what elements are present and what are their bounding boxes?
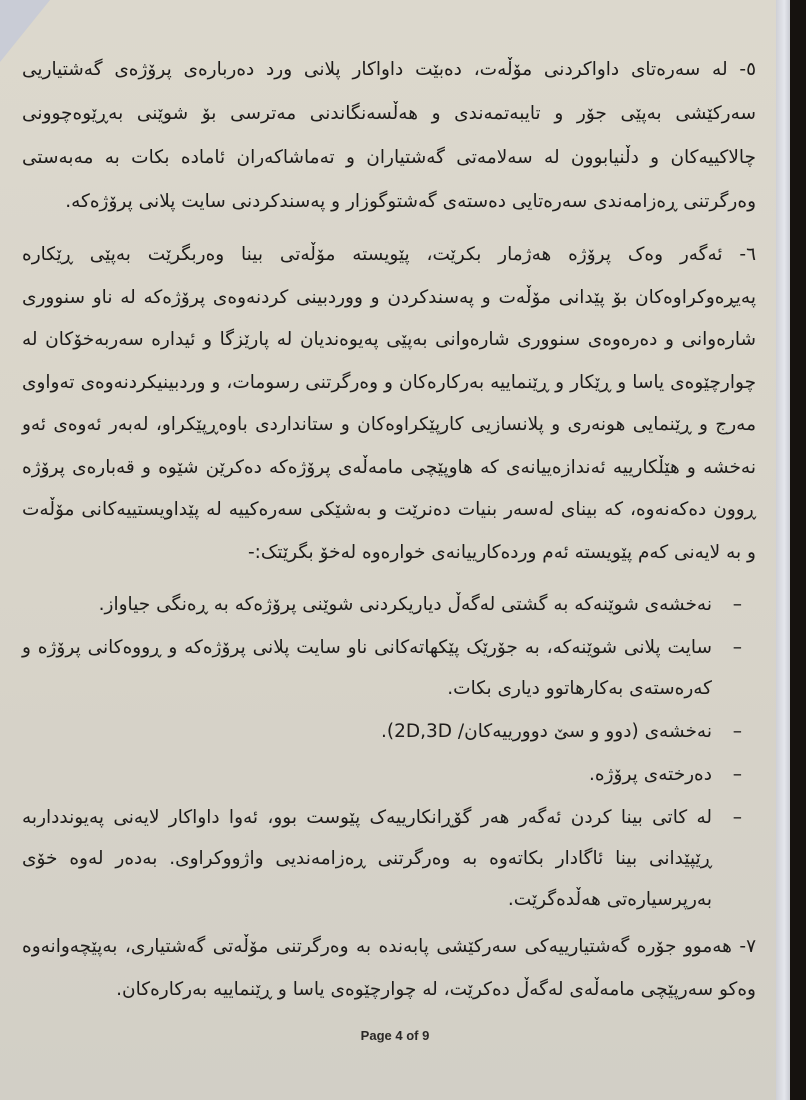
paragraph-6: ٦- ئەگەر وەک پرۆژە هەژمار بکرێت، پێویستە مۆڵەتی بینا وەربگرێت بەپێی ڕێکارە پەیڕەوکراوەکان بۆ پێدانی مۆڵەت و پەسندکردن و ووردبینی کردنەوەی پرۆژەکە لە ناو سنووری شارەوانی و دەرەوەی سنووری شارەوانی بەپێی پەیوەندیان لە پارێزگا و ئیدارە سەربەخۆکان لە چوارچێوەی یاسا و ڕێکار و ڕێنماییە بەرکارەکان و وەرگرتنی رسومات، و وردبینیکردنەوەی تەواوی مەرج و ڕێنمایی هونەری و پلانسازیی کارپێکراوەکان و ستانداردی باوەڕپێکراو، لەبەر ئەوەی ئەو نەخشە و هێڵکارییە ئەندازەییانەی کە هاوپێچی مامەڵەی پرۆژەکە دەکرێن شێوە و قەبارەی پرۆژە ڕوون دەکەنەوە، کە بینای لەسەر بنیات دەنرێت و بەشێکی سەرەکییە لە پێداویستییەکانی مۆڵەت و بە لایەنی کەم پێویستە ئەم وردەکارییانەی خوارەوە لەخۆ بگرێتک:- xyxy=(22,244,756,563)
list-item xyxy=(22,754,756,795)
list-item xyxy=(22,797,756,920)
list-item-text: نەخشەی شوێنەکە بە گشتی لەگەڵ دیاریکردنی شوێنی پرۆژەکە بە ڕەنگی جیاواز. xyxy=(98,594,712,615)
dash-bullet-icon: – xyxy=(732,721,742,742)
list-item-text: دەرختەی پرۆژە. xyxy=(589,764,712,785)
document-body xyxy=(22,48,756,1021)
list-item xyxy=(22,584,756,625)
paragraph-5: ٥- لە سەرەتای داواکردنی مۆڵەت، دەبێت داواکار پلانی ورد دەربارەی پرۆژەی گەشتیاریی سەرکێشی بەپێی جۆر و تایبەتمەندی و هەڵسەنگاندنی مەترسی بۆ شوێنی بەڕێوەچوونی چالاکییەکان و دڵنیابوون لە سەلامەتی گەشتیاران و تەماشاکەران ئامادە بکات بە مەبەستی وەرگرتنی ڕەزامەندی سەرەتایی دەستەی گەشتوگوزار و پەسندکردنی سایت پلانی پرۆژەکە. xyxy=(22,59,756,212)
page-number: Page 4 of 9 xyxy=(360,1028,430,1043)
dash-bullet-icon: – xyxy=(732,637,742,658)
dash-bullet-icon: – xyxy=(732,594,742,615)
dash-bullet-icon: – xyxy=(732,764,742,785)
paragraph-7: ٧- هەموو جۆرە گەشتیارییەکی سەرکێشی پابەندە بە وەرگرتنی مۆڵەتی گەشتیاری، بەپێچەوانەوە وەکو سەرپێچی مامەڵەی لەگەڵ دەکرێت، لە چوارچێوەی یاسا و ڕێنماییە بەرکارەکان. xyxy=(22,936,756,1000)
page-edge-shadow xyxy=(776,0,790,1100)
list-item-text: لە کاتی بینا کردن ئەگەر هەر گۆڕانکارییەک پێوست بوو، ئەوا داواکار لایەنی پەیوندداربە ڕێپێدانی بینا ئاگادار بکاتەوە بە وەرگرتنی ڕەزامەندیی واژووکراوی. بەدەر لەوە خۆی بەرپرسیارەتی هەڵدەگرێت. xyxy=(22,807,712,910)
requirements-list xyxy=(22,584,756,920)
list-item-text: نەخشەی (دوو و سێ دوورییەکان/ 2D,3D). xyxy=(381,721,712,742)
list-item xyxy=(22,627,756,709)
dash-bullet-icon: – xyxy=(732,807,742,828)
list-item xyxy=(22,711,756,752)
list-item-text: سایت پلانی شوێنەکە، بە جۆرێک پێکهاتەکانی ناو سایت پلانی پرۆژەکە و ڕووەکانی پرۆژە و کەرەستەی بەکارهاتوو دیاری بکات. xyxy=(22,637,712,699)
